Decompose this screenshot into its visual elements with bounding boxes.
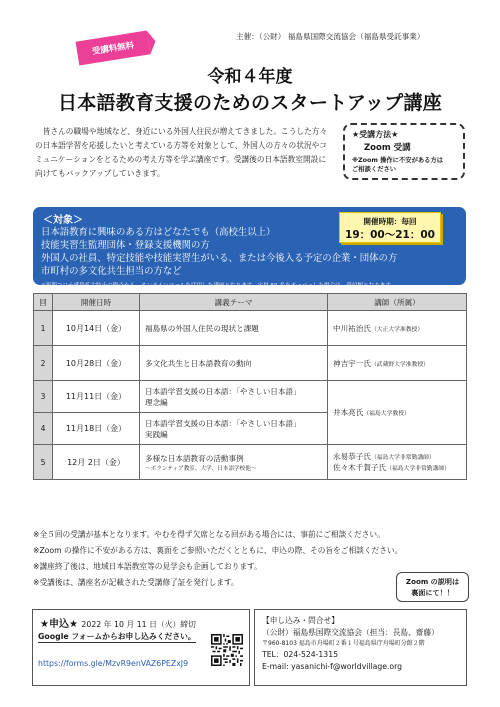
- target-note: ※新型コロナ感染拡大防止の観点から、オンラインツールを活用した講座となります。定員 60 名をオーバーした場合は、受付順となります。: [41, 283, 397, 289]
- lecturer-name: 佐々木千賀子氏: [333, 463, 387, 472]
- theme-subtitle: 実践編: [145, 429, 168, 439]
- contact-organization: （公財）福島県国際交流協会（担当：長島、齋藤）: [262, 628, 439, 637]
- target-line: 市町村の多文化共生担当の方など: [41, 266, 182, 277]
- apply-heading-line: [40, 615, 196, 630]
- session-lecturer: [328, 381, 467, 445]
- target-line: 外国人の社員、特定技能や技能実習生がいる、または今後入る予定の企業・団体の方: [41, 253, 398, 264]
- method-note: [352, 156, 456, 174]
- organizer-credit: 主催：（公財） 福島県国際交流協会（福島県受託事業）: [236, 32, 425, 41]
- table-row: [34, 381, 467, 413]
- contact-address: 〒960-8103 福島市舟場町２番１号福島県庁舟場町分館２階: [262, 640, 425, 647]
- session-theme: [140, 381, 328, 413]
- table-row: [34, 346, 467, 381]
- contact-box: [254, 609, 467, 686]
- application-form-link[interactable]: https://forms.gle/MzvR9enVAZ6PEZxJ9: [38, 659, 189, 668]
- target-line: 技能実習生監理団体・登録支援機関の方: [41, 240, 210, 251]
- session-date: 10月14日（金）: [53, 311, 140, 346]
- note-item: ※Zoom の操作に不安がある方は、裏面をご参照いただくとともに、申込の際、その旨をご相談ください。: [33, 546, 403, 555]
- session-date: 11月18日（金）: [53, 413, 140, 445]
- header-date: 開催日時: [53, 294, 140, 311]
- header-theme: 講義テーマ: [140, 294, 328, 311]
- schedule-badge: [339, 212, 441, 243]
- theme-title: 日本語学習支援の日本語：「やさしい日本語」: [145, 386, 301, 396]
- zoom-help-callout: [396, 572, 469, 602]
- session-number: 2: [34, 346, 53, 381]
- attendance-method-box: [343, 123, 465, 180]
- session-lecturer: [328, 346, 467, 381]
- contact-heading: 【申し込み・問合せ】: [262, 616, 339, 625]
- header-num: 回: [34, 294, 53, 311]
- session-number: 4: [34, 413, 53, 445]
- lecturer-name: 永易恭子氏: [333, 452, 371, 461]
- course-schedule-table: [33, 293, 467, 480]
- theme-title: 多様な日本語教育の活動事例: [145, 453, 244, 463]
- qr-code-icon[interactable]: [211, 634, 243, 666]
- schedule-time: 19：00～21：00: [345, 229, 435, 241]
- apply-deadline: 2022 年 10 月 11 日（火）締切: [81, 620, 196, 629]
- zoom-help-line2: 裏面にて！！: [411, 588, 454, 597]
- session-lecturer: [328, 311, 467, 346]
- lecturer-name: 神吉宇一氏: [333, 358, 371, 368]
- lecturer-affiliation: （福島大学教授）: [363, 411, 410, 417]
- table-row: [34, 445, 467, 480]
- theme-subtitle: 理念編: [145, 397, 168, 407]
- table-row: [34, 311, 467, 346]
- method-note-line2: ご相談ください: [352, 166, 397, 173]
- theme-title: 日本語学習支援の日本語：「やさしい日本語」: [145, 418, 301, 428]
- lecturer-name: 井本亮氏: [333, 408, 364, 417]
- schedule-label: 開催時期：毎回: [363, 217, 417, 226]
- page-title: 日本語教育支援のためのスタートアップ講座: [57, 92, 443, 114]
- apply-heading: ★申込★: [40, 619, 78, 630]
- lecturer-affiliation: （武蔵野大学准教授）: [370, 361, 429, 368]
- method-note-line1: ※Zoom 操作に不安がある方は: [352, 157, 444, 164]
- table-header-row: [34, 294, 467, 311]
- session-theme: 福島県の外国人住民の現状と課題: [140, 311, 328, 346]
- session-theme: [140, 413, 328, 445]
- header-lecturer: 講師（所属）: [328, 294, 467, 311]
- lecturer-affiliation: （大正大学准教授）: [370, 326, 424, 333]
- free-tuition-badge: [76, 31, 151, 66]
- session-lecturer: [328, 445, 467, 480]
- zoom-help-line1: Zoom の説明は: [405, 577, 460, 586]
- contact-email[interactable]: E-mail: yasanichi-f@worldvillage.org: [262, 662, 403, 671]
- lecturer-name: 中川祐治氏: [333, 323, 371, 333]
- theme-subtitle: ～ボランティア教室、大学、日本語学校他～: [145, 465, 257, 472]
- session-theme: [140, 445, 328, 480]
- method-heading: ★受講方法★: [352, 130, 399, 139]
- session-date: 12月 2日（金）: [53, 445, 140, 480]
- session-number: 5: [34, 445, 53, 480]
- note-item: ※講座終了後は、地域日本語教室等の見学会も企画しております。: [33, 562, 262, 571]
- target-heading: ＜対象＞: [43, 215, 83, 226]
- note-item: ※受講後は、講座名が記載された受講修了証を発行します。: [33, 578, 239, 587]
- note-item: ※全５回の受講が基本となります。やむを得ず欠席となる回がある場合には、事前にご相談ください。: [33, 530, 385, 539]
- title-year: 令和４年度: [207, 67, 293, 87]
- target-line: 日本語教育に興味のある方はどなたでも（高校生以上）: [41, 227, 276, 238]
- intro-paragraph: 皆さんの職場や地域など、身近にいる外国人住民が増えてきました。こうした方々の日本語学習を応援したいと考えている方等を対象として、外国人の方々の状況やコミュニケーションをとるための考え方等を学ぶ講座です。受講後の日本語教室開設に向けてもバックアップしていきます。: [35, 127, 328, 178]
- lecturer-affiliation: （福島大学非常勤講師）: [386, 466, 450, 472]
- session-number: 1: [34, 311, 53, 346]
- apply-instruction: Google フォームからお申し込みください。: [38, 632, 196, 641]
- session-date: 10月28日（金）: [53, 346, 140, 381]
- application-box: [32, 609, 250, 686]
- session-number: 3: [34, 381, 53, 413]
- lecturer-entry: [333, 462, 461, 473]
- contact-phone: TEL：024-524-1315: [262, 650, 338, 659]
- session-date: 11月11日（金）: [53, 381, 140, 413]
- lecturer-entry: [333, 451, 461, 462]
- method-name: Zoom 受講: [364, 143, 411, 153]
- lecturer-affiliation: （福島大学非常勤講師）: [370, 455, 435, 461]
- session-theme: 多文化共生と日本語教育の動向: [140, 346, 328, 381]
- badge-label: 受講料無料: [91, 40, 135, 58]
